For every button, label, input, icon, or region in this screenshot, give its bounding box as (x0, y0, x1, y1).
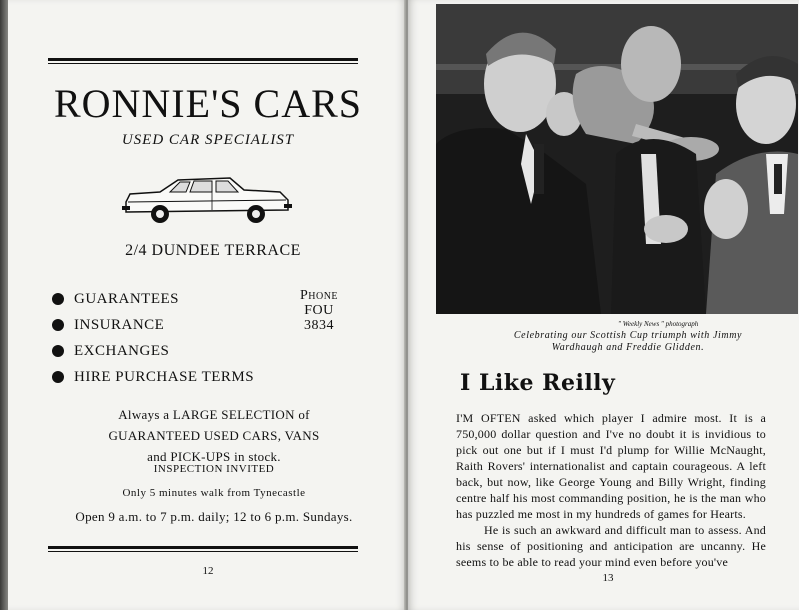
phone-exchange: FOU (304, 303, 334, 318)
service-item (52, 312, 292, 338)
top-rule-thin (48, 63, 358, 64)
left-page (8, 0, 406, 610)
service-label: INSURANCE (74, 316, 165, 333)
phone-block (284, 288, 354, 333)
service-item (52, 286, 292, 312)
selection-line: Always a LARGE SELECTION of (118, 407, 310, 422)
service-label: HIRE PURCHASE TERMS (74, 368, 255, 385)
article-heading: I Like Reilly (460, 370, 616, 396)
walk-text: Only 5 minutes walk from Tynecastle (122, 487, 306, 499)
selection-line: GUARANTEED USED CARS, VANS (108, 428, 320, 443)
article-paragraph: I'M OFTEN asked which player I admire most. It is a 750,000 dollar question and I've no doubt it is invidious to pick out one but if I must I'd plump for Willie McNaught, Raith Rovers' internationalist and captain courageous. A left back, but now, like George Young and Billy Wright, finding centre half his most commanding position, he is the man who has puzzled me most in my hundreds of games for Hearts. (456, 411, 766, 521)
photo-credit: " Weekly News " photograph (618, 320, 699, 328)
bullet-icon (52, 371, 64, 383)
ad-title: RONNIE'S CARS (53, 81, 363, 126)
top-rule (48, 58, 358, 61)
hours-text: Open 9 a.m. to 7 p.m. daily; 12 to 6 p.m. Sundays. (75, 509, 353, 524)
page-number: 13 (602, 572, 614, 584)
page-number: 12 (202, 565, 214, 577)
phone-label: Phone (299, 288, 339, 303)
service-list (52, 286, 292, 390)
bottom-rule (48, 546, 358, 549)
photo-caption: Celebrating our Scottish Cup triumph with Jimmy Wardhaugh and Freddie Glidden. (513, 330, 743, 353)
service-item (52, 364, 292, 390)
service-label: EXCHANGES (74, 342, 170, 359)
selection-line: and PICK-UPS in stock. (147, 449, 281, 464)
service-label: GUARANTEES (74, 290, 179, 307)
car-illustration (120, 168, 295, 230)
ad-subtitle: USED CAR SPECIALIST (121, 132, 295, 148)
phone-number: 3834 (304, 318, 334, 333)
service-item (52, 338, 292, 364)
article-paragraph: He is such an awkward and difficult man to assess. And his sense of positioning and anticipation are uncanny. He seems to be able to read your mind even before you've (456, 523, 766, 569)
selection-text (64, 404, 364, 467)
bullet-icon (52, 293, 64, 305)
bullet-icon (52, 345, 64, 357)
bullet-icon (52, 319, 64, 331)
celebration-photo (436, 4, 798, 314)
inspection-text: INSPECTION INVITED (153, 463, 275, 475)
bottom-rule-thin (48, 551, 358, 552)
right-page (408, 0, 799, 610)
ad-address: 2/4 DUNDEE TERRACE (125, 242, 301, 259)
